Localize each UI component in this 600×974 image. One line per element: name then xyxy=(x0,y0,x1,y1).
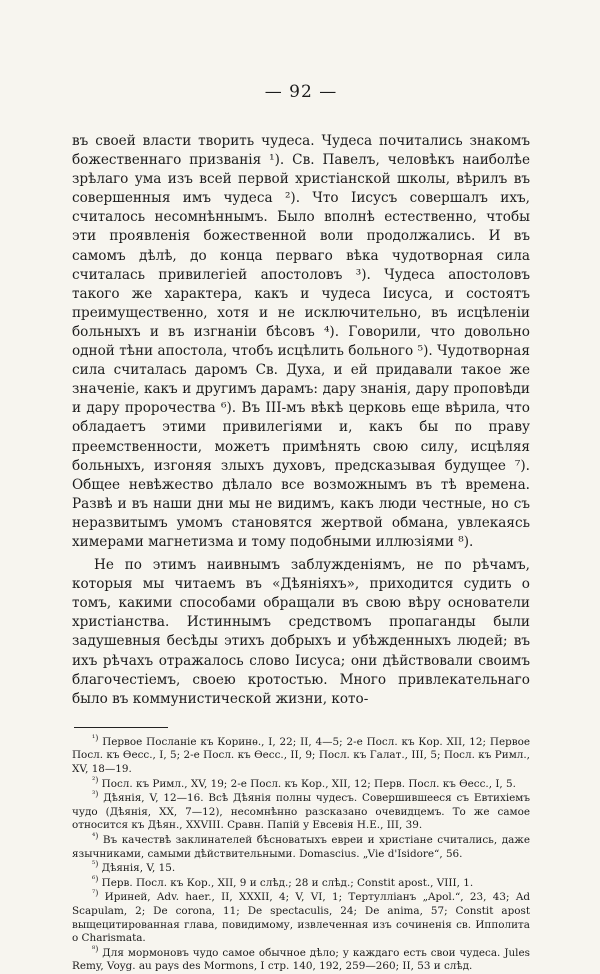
footnote-number: ¹) xyxy=(92,733,99,743)
footnote xyxy=(72,874,530,891)
footnote-number: ³) xyxy=(92,789,99,799)
footnote xyxy=(72,859,530,876)
footnote xyxy=(72,831,530,861)
footnote-text: Дѣянія, V, 12—16. Всѣ Дѣянія полны чудесъ. Совершившееся съ Евтихіемъ чудо (Дѣянія, XX, 7—12), несомнѣнно разсказано очевидцемъ. То же самое относится къ Дѣян., XXVIII. Сравн. Папій у Евсевія Н.Е., III, 39. xyxy=(72,792,530,832)
footnote-number: ²) xyxy=(92,775,99,785)
page-number: — 92 — xyxy=(264,82,338,102)
footnote-number: ⁶) xyxy=(92,874,99,884)
footnote-text: Посл. къ Римл., XV, 19; 2-е Посл. къ Кор., XII, 12; Перв. Посл. къ Ѳесс., I, 5. xyxy=(101,777,516,790)
footnote xyxy=(72,944,530,974)
paragraph: въ своей власти творить чудеса. Чудеса почитались знакомъ божественнаго призванія ¹). Св. Павелъ, человѣкъ наиболѣе зрѣлаго ума изъ всей первой христіанской школы, вѣрилъ въ совершенныя имъ чудеса ²). Что Іисусъ совершалъ ихъ, считалось несомнѣннымъ. Было вполнѣ естественно, чтобы эти проявленія божественной воли продолжались. И въ самомъ дѣлѣ, до конца перваго вѣка чудотворная сила считалась привилегіей апостоловъ ³). Чудеса апостоловъ такого же характера, какъ и чудеса Іисуса, и состоятъ преимущественно, хотя и не исключительно, въ исцѣленіи больныхъ и въ изгнаніи бѣсовъ ⁴). Говорили, что довольно одной тѣни апостола, чтобъ исцѣлить больного ⁵). Чудотворная сила считалась даромъ Св. Духа, и ей придавали такое же значеніе, какъ и другимъ дарамъ: дару знанія, дару проповѣди и дару пророчества ⁶). Въ III-мъ вѣкѣ церковь еще вѣрила, что обладаетъ этими привилегіями и, какъ бы по праву преемственности, можетъ примѣнять свою силу, исцѣляя больныхъ, изгоняя злыхъ духовъ, предсказывая будущее ⁷). Общее невѣжество дѣлало все возможнымъ въ тѣ времена. Развѣ и въ наши дни мы не видимъ, какъ люди честные, но съ неразвитымъ умомъ становятся жертвой обмана, увлекаясь химерами магнетизма и тому подобными иллюзіями ⁸). xyxy=(72,133,530,550)
footnotes xyxy=(72,733,530,974)
main-text xyxy=(72,132,530,709)
footnote-number: ⁷) xyxy=(92,888,99,898)
footnote xyxy=(72,789,530,833)
footnote-text: Перв. Посл. къ Кор., XII, 9 и слѣд.; 28 и слѣд.; Constit apost., VIII, 1. xyxy=(101,876,474,889)
paragraph: Не по этимъ наивнымъ заблужденіямъ, не по рѣчамъ, которыя мы читаемъ въ «Дѣяніяхъ», приходится судить о томъ, какими способами обращали въ свою вѣру основатели христіанства. Истиннымъ средствомъ пропаганды были задушевныя бесѣды этихъ добрыхъ и убѣжденныхъ людей; въ ихъ рѣчахъ отражалось слово Іисуса; они дѣйствовали своимъ благочестіемъ, своею кротостью. Много привлекательнаго было въ коммунистической жизни, кото- xyxy=(72,557,530,707)
footnote-text: Въ качествѣ заклинателей бѣсноватыхъ евреи и христіане считались, даже язычниками, самыми дѣйствительными. Domascius. „Vie d'Isidore“, 56. xyxy=(72,833,530,860)
footnote xyxy=(72,888,530,945)
footnote-number: ⁸) xyxy=(92,944,99,954)
footnote-divider xyxy=(74,727,168,728)
footnote xyxy=(72,775,530,792)
footnote-text: Для мормоновъ чудо самое обычное дѣло; у каждаго есть свои чудеса. Jules Remy, Voyg. au pays des Mormons, I стр. 140, 192, 259—260; II, 53 и слѣд. xyxy=(72,946,530,973)
footnote-text: Ириней, Adv. haer., II, XXXII, 4; V, VI, 1; Тертулліанъ „Apol.“, 23, 43; Ad Scapulam, 2; De corona, 11; De spectaculis, 24; De anima, 57; Constit apost выщецитированная глава, повидимому, извлеченная изъ сочиненія св. Ипполита о Charismata. xyxy=(72,891,530,945)
footnote-text: Дѣянія, V, 15. xyxy=(101,862,176,875)
footnote xyxy=(72,733,530,777)
footnote-text: Первое Посланіе къ Коринѳ., I, 22; II, 4—5; 2-е Посл. къ Кор. XII, 12; Первое Посл. къ Ѳесс., I, 5; 2-е Посл. къ Ѳесс., II, 9; Посл. къ Галат., III, 5; Посл. къ Римл., XV, 18—19. xyxy=(72,735,530,775)
footnote-number: ⁴) xyxy=(92,831,99,841)
footnote-number: ⁵) xyxy=(92,859,99,869)
